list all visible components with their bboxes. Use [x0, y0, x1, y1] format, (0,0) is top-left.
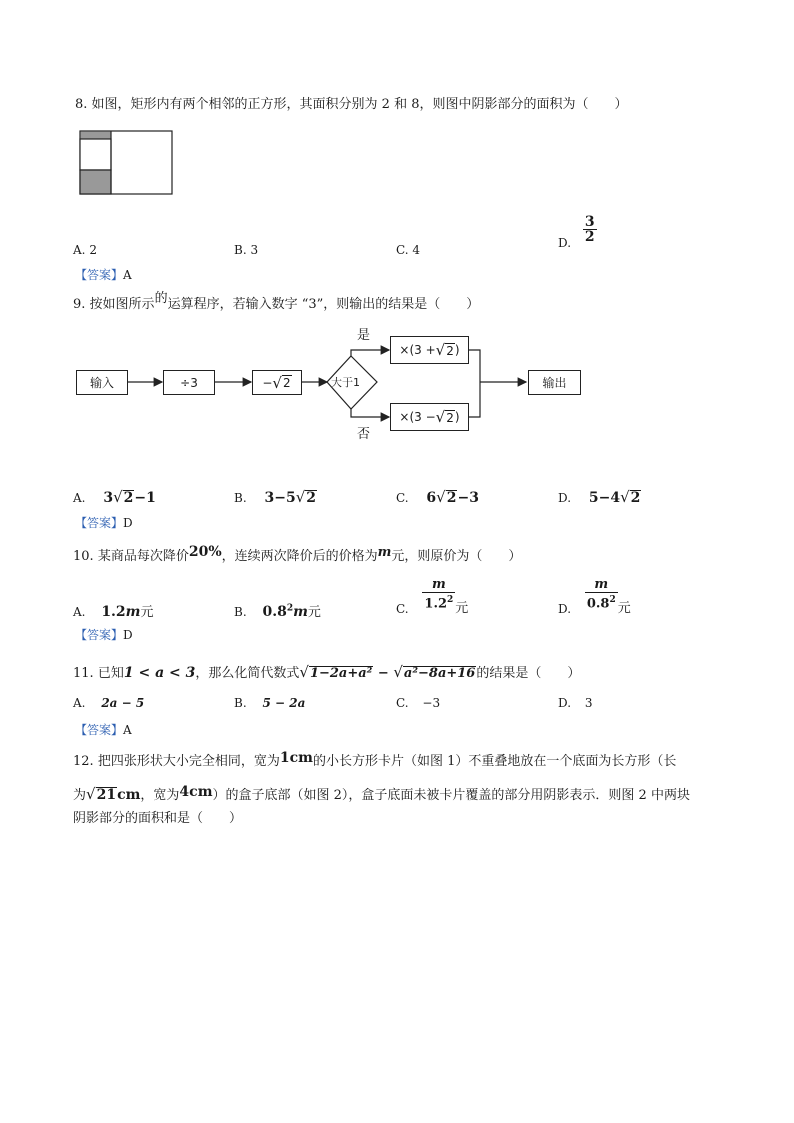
q10-option-c-fraction: $\frac{m}{1.2^2}$	[424, 577, 454, 612]
q8-shaded-top	[80, 131, 111, 139]
q8-option-d[interactable]: D. $\frac{3}{2}$	[558, 214, 595, 250]
q11-option-a[interactable]: A. 2a − 5	[73, 696, 145, 710]
q8-small-square	[80, 139, 111, 170]
q9-option-d[interactable]: D. 5−4√2	[558, 488, 641, 506]
q10-option-d-fraction: $\frac{m}{0.8^2}$	[586, 577, 616, 612]
q9-yes-box: ×(3 + √ 2 )	[390, 336, 469, 364]
q12-line-2: 为√21cm，宽为4cm）的盒子底部（如图 2），盒子底面未被卡片覆盖的部分用阴影表示．则图 2 中两块	[73, 784, 690, 803]
q9-option-a[interactable]: A. 3√2−1	[73, 488, 156, 506]
q9-option-b[interactable]: B. 3−5√2	[234, 488, 316, 506]
q10-answer: 【答案】D	[75, 628, 133, 642]
q11-answer: 【答案】A	[75, 723, 132, 737]
q9-minus-sqrt-box: − √ 2	[252, 370, 302, 395]
q8-option-c[interactable]: C. 4	[396, 243, 421, 257]
q9-answer: 【答案】D	[75, 516, 133, 530]
q8-option-a[interactable]: A. 2	[73, 243, 97, 257]
q9-no-label: 否	[357, 427, 371, 442]
q12-line-3: 阴影部分的面积和是（ ）	[73, 811, 243, 826]
q9-no-box: ×(3 − √ 2 )	[390, 403, 469, 431]
q8-answer: 【答案】A	[75, 268, 132, 282]
q10-option-b[interactable]: B. $0.8^2m$元	[234, 603, 321, 620]
q8-figure	[79, 130, 175, 196]
q8-stem	[75, 96, 628, 114]
q11-number: 11.	[73, 666, 94, 681]
q12-line-1: 12. 把四张形状大小完全相同，宽为1cm的小长方形卡片（如图 1）不重叠地放在一个底面为长方形（长	[73, 750, 677, 769]
q10-option-d[interactable]: D. $\frac{m}{0.8^2}$ 元	[558, 577, 631, 617]
q10-stem: 10. 某商品每次降价20%，连续两次降价后的价格为m元，则原价为（ ）	[73, 544, 522, 564]
q8-shaded-bottom	[80, 170, 111, 194]
q11-option-d[interactable]: D. 3	[558, 696, 593, 710]
q9-divide-box: ÷3	[163, 370, 215, 395]
q10-option-c[interactable]: C. $\frac{m}{1.2^2}$ 元	[396, 577, 469, 617]
q11-option-c[interactable]: C. −3	[396, 696, 441, 710]
q10-option-a[interactable]: A. 1.2m元	[73, 604, 154, 620]
q9-yes-label: 是	[357, 328, 371, 343]
q11-stem: 11. 已知1 < a < 3，那么化简代数式√1−2a+a² − √a²−8a+16的结果是（ ）	[73, 663, 581, 681]
q9-input-box: 输入	[76, 370, 128, 395]
q9-option-c[interactable]: C. 6√2−3	[396, 488, 479, 506]
q11-option-b[interactable]: B. 5 − 2a	[234, 696, 306, 710]
q8-number: 8.	[75, 97, 88, 112]
q8-option-d-fraction: $\frac{3}{2}$	[584, 214, 595, 245]
q9-number: 9.	[73, 297, 86, 312]
q9-decision-label: 大于1	[331, 376, 360, 389]
q9-stem: 9. 按如图所示的运算程序，若输入数字 “3”，则输出的结果是（ ）	[73, 291, 480, 312]
q12-number: 12.	[73, 754, 94, 769]
q10-number: 10.	[73, 549, 94, 564]
q8-option-b[interactable]: B. 3	[234, 243, 259, 257]
q8-text: 如图，矩形内有两个相邻的正方形，其面积分别为 2 和 8，则图中阴影部分的面积为（ ）	[91, 97, 628, 112]
q9-output-box: 输出	[528, 370, 581, 395]
